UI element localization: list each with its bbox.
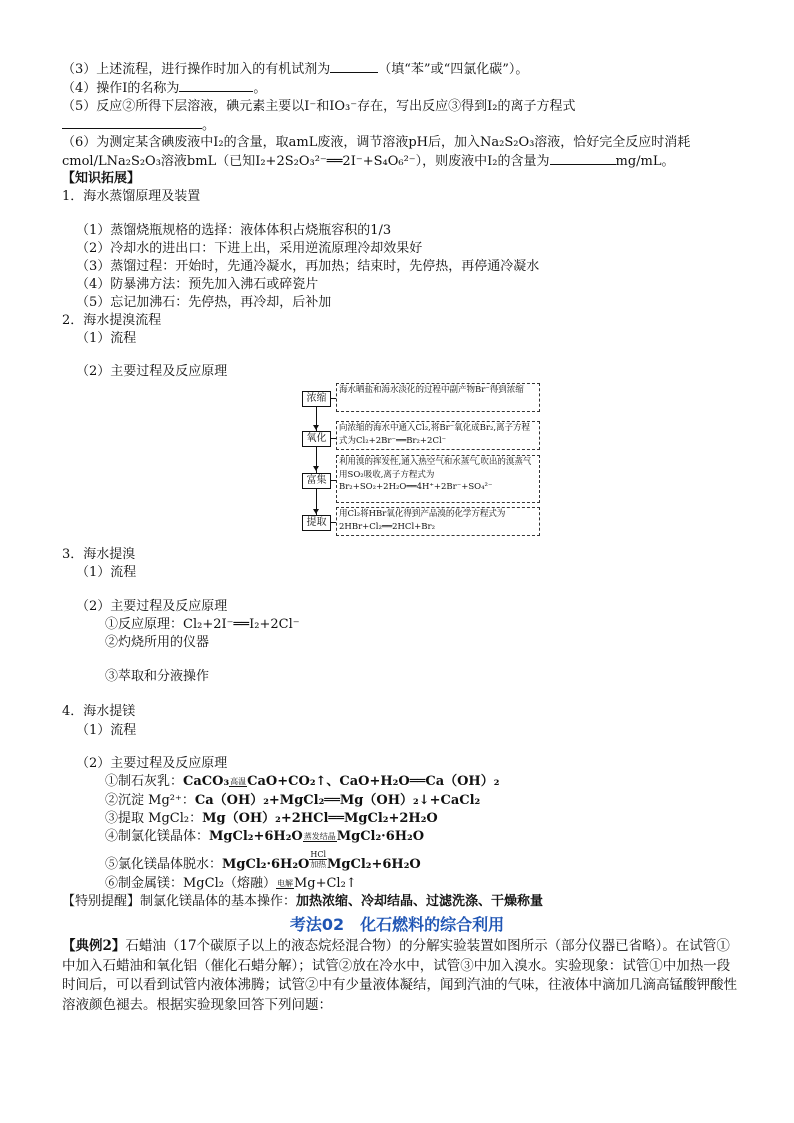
condition-arrow: 高温 [230, 777, 247, 786]
answer-blank [550, 152, 616, 165]
flow-desc-enrich: 利用溴的挥发性,通入热空气和水蒸气,吹出的溴蒸气用SO₂吸收,离子方程式为Br₂+SO₂+2H₂O══4H⁺+2Br⁻+SO₄²⁻ [336, 455, 540, 503]
question-5-answer-line: 。 [62, 116, 215, 134]
list-item: （5）忘记加沸石：先停热，再冷却，后补加 [76, 295, 332, 310]
section-4-flow-label: （1）流程 [76, 723, 137, 738]
question-3: （3）上述流程，进行操作时加入的有机试剂为 （填“苯”或“四氯化碳”）。 [62, 62, 529, 77]
flow-desc-oxidize: 向浓缩的海水中通入Cl₂,将Br⁻氧化成Br₂,离子方程式为Cl₂+2Br⁻══Br₂+2Cl⁻ [336, 421, 540, 450]
flow-desc-extract: 用Cl₂将HBr氧化得到产品溴的化学方程式为2HBr+Cl₂══2HCl+Br₂ [336, 507, 540, 536]
list-item: （1）蒸馏烧瓶规格的选择：液体体积占烧瓶容积的1/3 [76, 223, 392, 238]
flow-step-enrich: 富集 [302, 473, 331, 489]
answer-blank [62, 116, 202, 129]
flow-step-concentrate: 浓缩 [302, 391, 331, 407]
question-5: （5）反应②所得下层溶液，碘元素主要以I⁻和IO₃⁻存在，写出反应③得到I₂的离子方程式 [62, 99, 576, 114]
flow-connector [316, 398, 317, 523]
answer-blank [179, 79, 253, 92]
list-item: ③萃取和分液操作 [105, 669, 210, 684]
section-2-flow-label: （1）流程 [76, 331, 137, 346]
reaction-4: ④制氯化镁晶体：MgCl₂+6H₂O 蒸发结晶 MgCl₂·6H₂O [105, 829, 425, 844]
flow-step-oxidize: 氧化 [302, 431, 331, 447]
arrow-down-icon [313, 425, 319, 430]
question-6-line1: （6）为测定某含碘废液中I₂的含量，取amL废液，调节溶液pH后，加入Na₂S₂O₃溶液，恰好完全反应时消耗 [62, 135, 691, 150]
section-2-title: 2．海水提溴流程 [62, 313, 162, 328]
section-1-title: 1．海水蒸馏原理及装置 [62, 189, 201, 204]
section-2-main-label: （2）主要过程及反应原理 [76, 364, 228, 379]
knowledge-heading: 【知识拓展】 [62, 171, 141, 186]
example-2: 【典例2】石蜡油（17个碳原子以上的液态烷烃混合物）的分解实验装置如图所示（部分仪器已省略）。在试管①中加入石蜡油和氧化铝（催化石蜡分解）；试管②放在冷水中，试管③中加入溴水。实验现象：试管①中加热一段时间后，可以看到试管内液体沸腾；试管②中有少量液体凝结，闻到汽油的气味，往液体中滴加几滴高锰酸钾酸性溶液颜色褪去。根据实验现象回答下列问题： [62, 938, 737, 1013]
list-item: （3）蒸馏过程：开始时，先通冷凝水，再加热；结束时，先停热，再停通冷凝水 [76, 259, 540, 274]
reaction-3: ③提取 MgCl₂：Mg（OH）₂+2HCl══MgCl₂+2H₂O [105, 811, 438, 826]
section-4-main-label: （2）主要过程及反应原理 [76, 756, 228, 771]
condition-arrow: 电解 [276, 879, 293, 888]
section-3-title: 3．海水提溴 [62, 547, 136, 562]
section-3-main-label: （2）主要过程及反应原理 [76, 599, 228, 614]
condition-arrow: HCl 加热 [310, 850, 327, 869]
section-3-flow-label: （1）流程 [76, 565, 137, 580]
list-item: ②灼烧所用的仪器 [105, 635, 210, 650]
arrow-down-icon [313, 466, 319, 471]
reaction-2: ②沉淀 Mg²⁺：Ca（OH）₂+MgCl₂══Mg（OH）₂↓+CaCl₂ [105, 793, 481, 808]
section-title: 考法02 化石燃料的综合利用 [289, 915, 505, 934]
list-item: （2）冷却水的进出口：下进上出，采用逆流原理冷却效果好 [76, 241, 423, 256]
list-item: （4）防暴沸方法：预先加入沸石或碎瓷片 [76, 277, 319, 292]
reaction-1: ①制石灰乳：CaCO₃ 高温 CaO+CO₂↑、CaO+H₂O══Ca（OH）₂ [105, 774, 500, 789]
section-4-title: 4．海水提镁 [62, 704, 136, 719]
flow-step-extract: 提取 [302, 515, 331, 531]
reaction-5: ⑤氯化镁晶体脱水：MgCl₂·6H₂O HCl 加热 MgCl₂+6H₂O [105, 850, 421, 872]
bromine-flow-diagram [300, 383, 542, 538]
flow-desc-concentrate: 海水晒盐和海水淡化的过程中副产物Br⁻得到浓缩 [336, 383, 540, 412]
special-tip: 【特别提醒】制氯化镁晶体的基本操作：加热浓缩、冷却结晶、过滤洗涤、干燥称量 [62, 894, 544, 909]
arrow-down-icon [313, 509, 319, 514]
question-4: （4）操作I的名称为 。 [62, 81, 267, 96]
answer-blank [330, 60, 378, 73]
reaction-6: ⑥制金属镁：MgCl₂（熔融） 电解 Mg+Cl₂↑ [105, 876, 357, 891]
list-item: ①反应原理：Cl₂+2I⁻══I₂+2Cl⁻ [105, 617, 300, 632]
question-6-line2: cmol/LNa₂S₂O₃溶液bmL（已知I₂+2S₂O₃²⁻══2I⁻+S₄O₆²⁻），则废液中I₂的含量为 mg/mL。 [62, 154, 675, 169]
condition-arrow: 蒸发结晶 [303, 832, 336, 841]
